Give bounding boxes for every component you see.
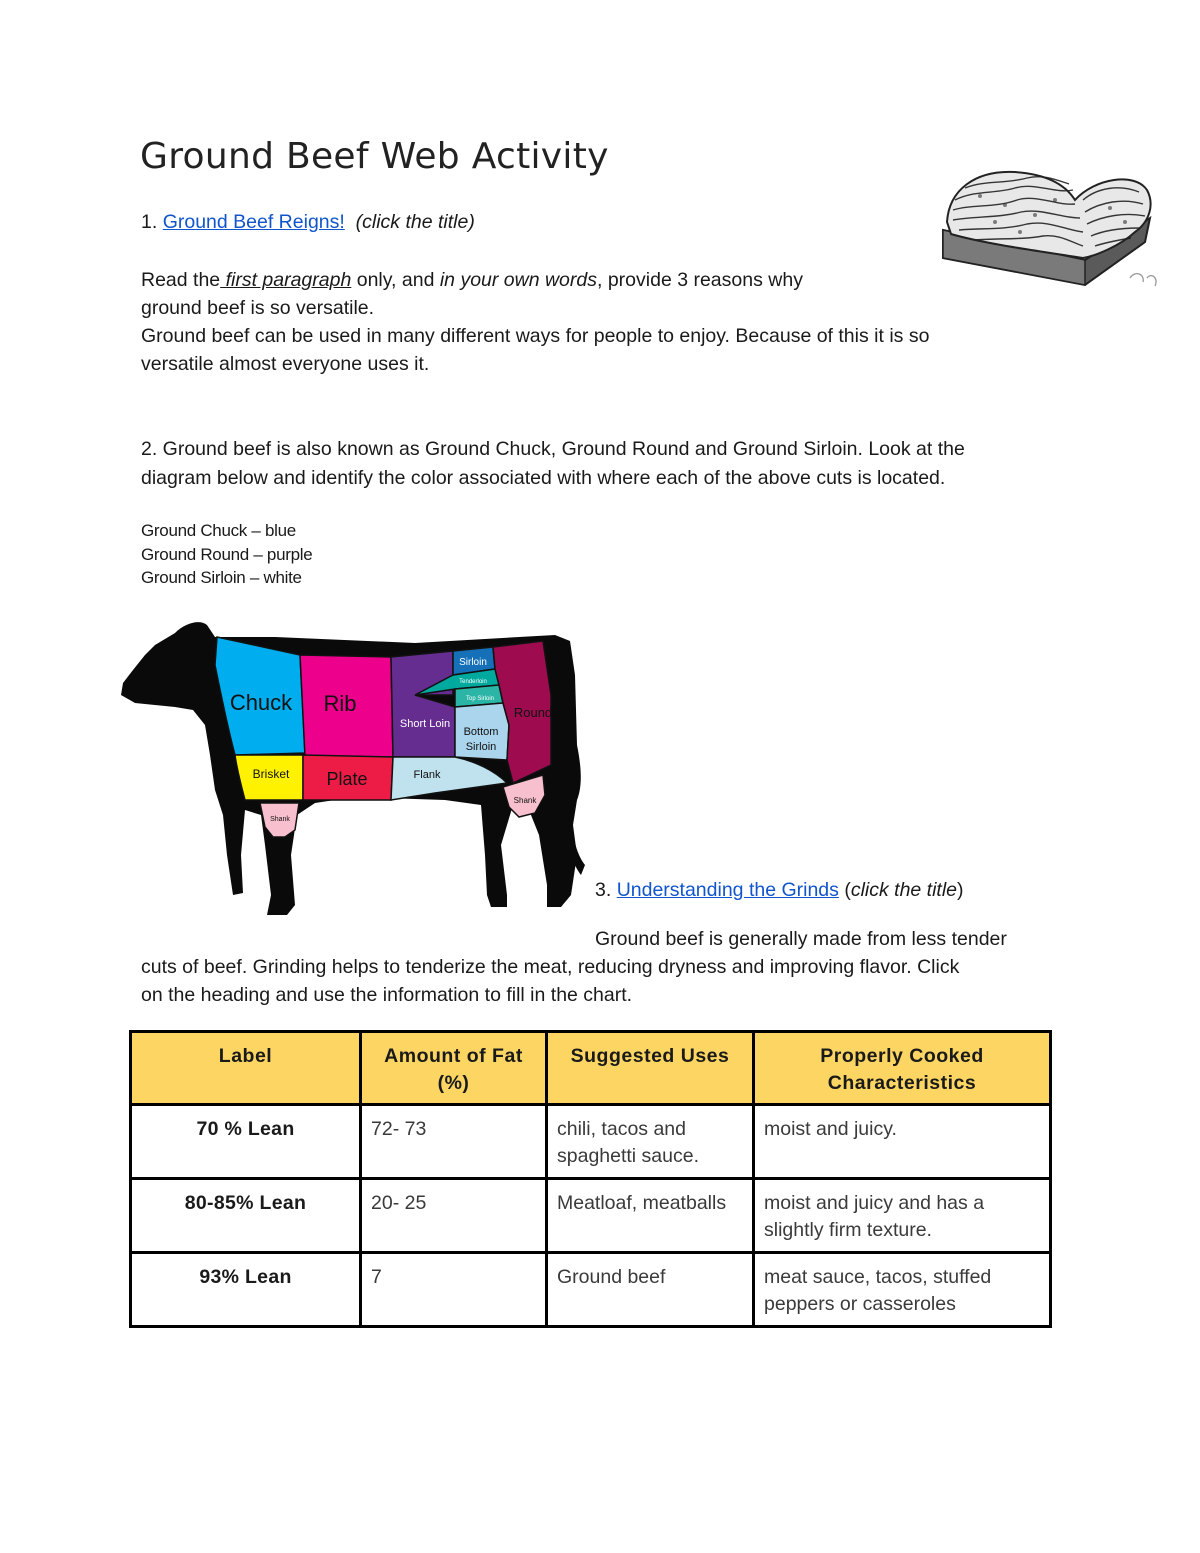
q1-prompt-underline: first paragraph: [220, 269, 352, 291]
q1-prompt-end: , provide 3 reasons why: [597, 269, 803, 291]
cut-label-bottom-sirloin-2: Sirloin: [465, 741, 497, 753]
q1-prompt-mid: only, and: [351, 269, 440, 291]
q1-answer-line2: versatile almost everyone uses it.: [141, 353, 430, 375]
q1-number: 1.: [141, 211, 158, 233]
q1-prompt-line2: ground beef is so versatile.: [141, 297, 375, 319]
q2-answer-round: Ground Round – purple: [141, 544, 313, 564]
cut-short-loin: [391, 651, 455, 757]
cut-label-shank-rear: Shank: [513, 796, 537, 805]
q2-line2: diagram below and identify the color associated with where each of the above cuts is located.: [141, 467, 946, 489]
q3-number: 3.: [595, 879, 617, 901]
grinds-chart-table: [129, 1030, 1052, 1328]
row-fat: 72- 73: [361, 1105, 547, 1179]
q2-line1: 2. Ground beef is also known as Ground Chuck, Ground Round and Ground Sirloin. Look at the: [141, 438, 965, 460]
cut-label-sirloin: Sirloin: [459, 657, 487, 668]
cut-label-rib: Rib: [323, 691, 357, 716]
row-uses: Ground beef: [547, 1253, 754, 1327]
q1-prompt-italic: in your own words: [439, 269, 597, 291]
q3-note-open: (: [838, 879, 851, 901]
row-characteristics: meat sauce, tacos, stuffed peppers or casseroles: [754, 1253, 1051, 1327]
table-row: [131, 1179, 1051, 1253]
q1-heading: [141, 208, 475, 236]
cut-label-chuck: Chuck: [229, 690, 293, 715]
q1-prompt-start: Read the: [141, 269, 221, 291]
ground-beef-illustration: [935, 160, 1160, 300]
row-fat: 7: [361, 1253, 547, 1327]
cut-label-bottom-sirloin-1: Bottom: [463, 726, 499, 738]
q3-para-line1: Ground beef is generally made from less tender: [595, 928, 1007, 950]
row-label: 80-85% Lean: [131, 1179, 361, 1253]
row-label: 93% Lean: [131, 1253, 361, 1327]
q1-click-note: (click the title): [355, 211, 475, 233]
q1-prompt-line1: [141, 266, 803, 294]
table-row: [131, 1253, 1051, 1327]
understanding-the-grinds-link[interactable]: Understanding the Grinds: [616, 879, 839, 901]
header-cooked-characteristics: Properly Cooked Characteristics: [754, 1032, 1051, 1105]
cut-label-shank-front: Shank: [270, 816, 290, 823]
q3-heading: [595, 876, 964, 904]
q3-note-italic: click the title: [850, 879, 958, 901]
ground-beef-reigns-link[interactable]: Ground Beef Reigns!: [162, 211, 345, 233]
row-uses: chili, tacos and spaghetti sauce.: [547, 1105, 754, 1179]
beef-cuts-diagram: [115, 615, 585, 925]
cut-label-short-loin: Short Loin: [399, 718, 451, 730]
header-amount-of-fat: Amount of Fat (%): [361, 1032, 547, 1105]
q2-answer-list: [141, 519, 312, 590]
row-label: 70 % Lean: [131, 1105, 361, 1179]
row-uses: Meatloaf, meatballs: [547, 1179, 754, 1253]
q3-para-line2: cuts of beef. Grinding helps to tenderize the meat, reducing dryness and improving flavor. Click: [141, 956, 960, 978]
cut-label-flank: Flank: [413, 769, 441, 781]
header-label: Label: [131, 1032, 361, 1105]
header-suggested-uses: Suggested Uses: [547, 1032, 754, 1105]
row-characteristics: moist and juicy and has a slightly firm texture.: [754, 1179, 1051, 1253]
cut-label-top-sirloin: Top Sirloin: [465, 696, 495, 702]
table-header-row: [131, 1032, 1051, 1105]
cut-label-brisket: Brisket: [252, 767, 290, 781]
row-fat: 20- 25: [361, 1179, 547, 1253]
q3-note-close: ): [957, 879, 964, 901]
table-row: [131, 1105, 1051, 1179]
cut-label-tenderloin: Tenderloin: [459, 679, 487, 685]
q1-answer-line1: Ground beef can be used in many different ways for people to enjoy. Because of this it is so: [141, 325, 930, 347]
cut-label-round: Round: [513, 705, 553, 720]
page-title: Ground Beef Web Activity: [140, 136, 609, 177]
row-characteristics: moist and juicy.: [754, 1105, 1051, 1179]
q2-answer-sirloin: Ground Sirloin – white: [141, 568, 302, 587]
cut-label-plate: Plate: [326, 769, 368, 789]
q3-para-line3: on the heading and use the information to fill in the chart.: [141, 984, 633, 1006]
q2-answer-chuck: Ground Chuck – blue: [141, 521, 296, 540]
